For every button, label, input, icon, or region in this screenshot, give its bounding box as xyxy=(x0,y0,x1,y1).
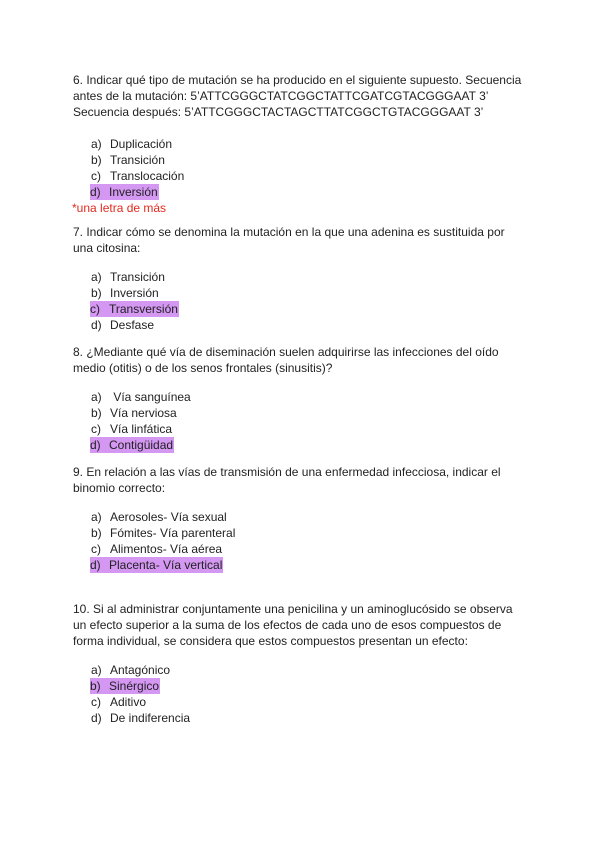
option-marker: d) xyxy=(91,318,102,332)
option-marker: d) xyxy=(90,438,101,452)
option-marker: b) xyxy=(90,679,101,693)
option-marker: c) xyxy=(91,422,101,436)
question-6-text xyxy=(73,72,533,120)
question-text-line: 7. Indicar cómo se denomina la mutación en la que una adenina es sustituida por xyxy=(73,225,505,239)
option-b xyxy=(73,285,533,301)
option-b xyxy=(73,152,533,168)
question-7-text xyxy=(73,224,533,256)
question-8 xyxy=(73,344,533,453)
question-9-text xyxy=(73,464,533,496)
option-marker: a) xyxy=(91,510,102,524)
question-6 xyxy=(73,72,533,216)
question-8-text xyxy=(73,344,533,376)
question-9-options xyxy=(73,509,533,573)
option-text: Vía nerviosa xyxy=(110,406,177,420)
option-marker: b) xyxy=(91,153,102,167)
option-marker: c) xyxy=(91,542,101,556)
option-marker: a) xyxy=(91,270,102,284)
option-c xyxy=(73,694,533,710)
option-a xyxy=(73,269,533,285)
option-c xyxy=(73,541,533,557)
option-marker: a) xyxy=(91,137,102,151)
question-text-line: binomio correcto: xyxy=(73,481,166,495)
option-marker: a) xyxy=(91,663,102,677)
option-marker: b) xyxy=(91,526,102,540)
option-marker: a) xyxy=(91,390,102,404)
option-marker: b) xyxy=(91,286,102,300)
option-marker: d) xyxy=(90,558,101,572)
correction-note: *una letra de más xyxy=(72,201,167,215)
option-text: De indiferencia xyxy=(110,711,191,725)
option-text: Transición xyxy=(110,270,165,284)
option-marker: d) xyxy=(90,185,101,199)
question-text-line: medio (otitis) o de los senos frontales (sinusitis)? xyxy=(73,361,333,375)
option-text: Translocación xyxy=(110,169,185,183)
question-text-line: un efecto superior a la suma de los efectos de cada uno de esos compuestos de xyxy=(73,618,502,632)
question-text-line: Secuencia después: 5’ATTCGGGCTACTAGCTTATCGGCTGTACGGGAAT 3’ xyxy=(73,105,484,119)
question-10 xyxy=(73,601,533,726)
option-text: Vía linfática xyxy=(110,422,173,436)
option-d-highlighted xyxy=(73,437,533,453)
question-10-options xyxy=(73,662,533,726)
option-c xyxy=(73,168,533,184)
option-text: Antagónico xyxy=(110,663,171,677)
option-a xyxy=(73,509,533,525)
option-b xyxy=(73,405,533,421)
option-a xyxy=(73,389,533,405)
question-7-options xyxy=(73,269,533,333)
question-text-line: forma individual, se considera que estos compuestos presentan un efecto: xyxy=(73,634,468,648)
option-text: Transversión xyxy=(109,302,178,316)
option-text: Fómites- Vía parenteral xyxy=(110,526,236,540)
option-marker: c) xyxy=(91,695,101,709)
option-b-highlighted xyxy=(73,678,533,694)
option-text: Placenta- Vía vertical xyxy=(109,558,223,572)
option-d xyxy=(73,710,533,726)
option-marker: b) xyxy=(91,406,102,420)
option-marker: d) xyxy=(91,711,102,725)
option-text: Inversión xyxy=(109,185,158,199)
option-text: Contigüidad xyxy=(109,438,174,452)
option-text: Duplicación xyxy=(110,137,173,151)
question-text-line: 6. Indicar qué tipo de mutación se ha producido en el siguiente supuesto. Secuencia xyxy=(73,73,522,87)
option-marker: c) xyxy=(91,169,101,183)
option-b xyxy=(73,525,533,541)
option-d-highlighted xyxy=(73,184,533,200)
question-9 xyxy=(73,464,533,573)
option-text: Inversión xyxy=(110,286,159,300)
question-text-line: antes de la mutación: 5’ATTCGGGCTATCGGCTATTCGATCGTACGGGAAT 3’ xyxy=(73,89,489,103)
question-6-options xyxy=(73,136,533,200)
option-text: Vía sanguínea xyxy=(110,390,191,404)
question-10-text xyxy=(73,601,533,649)
option-a xyxy=(73,662,533,678)
option-d xyxy=(73,317,533,333)
option-text: Aerosoles- Vía sexual xyxy=(110,510,227,524)
question-8-options xyxy=(73,389,533,453)
option-marker: c) xyxy=(90,302,100,316)
question-7 xyxy=(73,224,533,333)
option-text: Desfase xyxy=(110,318,155,332)
option-text: Alimentos- Vía aérea xyxy=(110,542,223,556)
option-c xyxy=(73,421,533,437)
option-a xyxy=(73,136,533,152)
question-text-line: 10. Si al administrar conjuntamente una penicilina y un aminoglucósido se observa xyxy=(73,602,513,616)
question-text-line: 8. ¿Mediante qué vía de diseminación suelen adquirirse las infecciones del oído xyxy=(73,345,499,359)
option-d-highlighted xyxy=(73,557,533,573)
option-c-highlighted xyxy=(73,301,533,317)
option-text: Sinérgico xyxy=(109,679,160,693)
question-text-line: 9. En relación a las vías de transmisión de una enfermedad infecciosa, indicar el xyxy=(73,465,501,479)
option-text: Aditivo xyxy=(110,695,147,709)
question-text-line: una citosina: xyxy=(73,241,141,255)
option-text: Transición xyxy=(110,153,165,167)
